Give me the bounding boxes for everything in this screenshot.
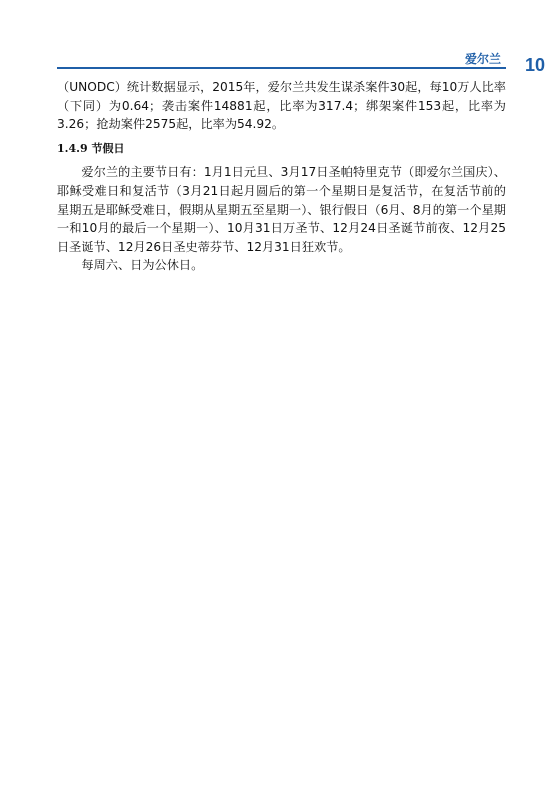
holidays-paragraph: 爱尔兰的主要节日有：1月1日元旦、3月17日圣帕特里克节（即爱尔兰国庆）、耶稣受难日和复活节（3月21日起月圆后的第一个星期日是复活节，在复活节前的星期五是耶稣受难日，假期从星期五至星期一）、银行假日（6月、8月的第一个星期一和10月的最后一个星期一）、10月31日万圣节、12月24日圣诞节前夜、12月25日圣诞节、12月26日圣史蒂芬节、12月31日狂欢节。 xyxy=(57,165,506,254)
page-number: 10 xyxy=(524,55,545,75)
weekend-paragraph: 每周六、日为公休日。 xyxy=(81,258,204,273)
header-divider xyxy=(57,67,506,69)
crime-statistics-paragraph: （UNODC）统计数据显示，2015年，爱尔兰共发生谋杀案件30起，每10万人比率（下同）为0.64；袭击案件14881起，比率为317.4；绑架案件153起，比率为3.26；抢劫案件2575起，比率为54.92。 xyxy=(57,80,506,132)
section-heading-holidays: 1.4.9 节假日 xyxy=(57,141,125,155)
running-header-title: 爱尔兰 xyxy=(464,52,501,66)
page-body xyxy=(57,78,506,275)
